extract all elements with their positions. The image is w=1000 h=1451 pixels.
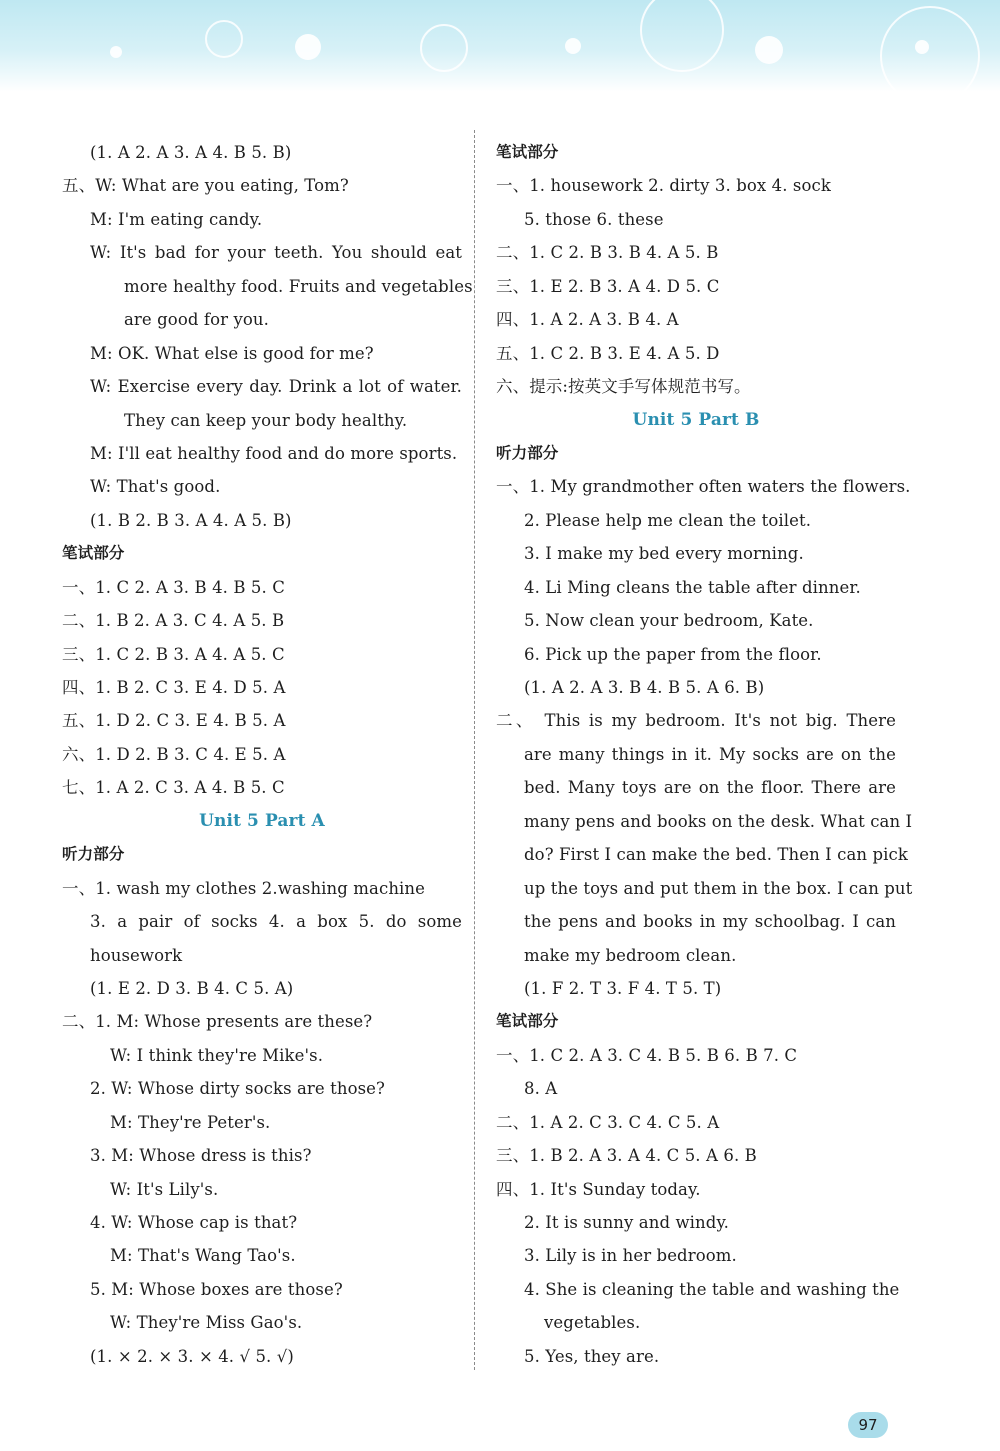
answer-line: W: It's bad for your teeth. You should eat xyxy=(90,243,462,263)
answer-line: 二、1. M: Whose presents are these? xyxy=(62,1012,373,1032)
answer-line: 一、1. housework 2. dirty 3. box 4. sock xyxy=(496,176,831,196)
left-column xyxy=(62,136,473,1373)
decorative-dot xyxy=(110,46,122,58)
answer-line: make my bedroom clean. xyxy=(524,945,737,965)
answer-line: housework xyxy=(90,945,183,965)
decorative-bubble xyxy=(640,0,724,72)
answer-line: W: It's Lily's. xyxy=(110,1179,219,1199)
answer-line: 2. It is sunny and windy. xyxy=(524,1213,730,1232)
answer-line: (1. A 2. A 3. A 4. B 5. B) xyxy=(90,143,292,162)
answer-line: are good for you. xyxy=(124,310,269,330)
section-heading: 笔试部分 xyxy=(496,1012,559,1031)
right-column xyxy=(496,136,913,1373)
answer-line: 3. I make my bed every morning. xyxy=(524,544,804,564)
column-divider xyxy=(474,130,475,1370)
answer-line: 四、1. It's Sunday today. xyxy=(496,1179,701,1199)
answer-line: W: They're Miss Gao's. xyxy=(110,1313,303,1333)
answer-line: do? First I can make the bed. Then I can pick xyxy=(524,845,908,865)
answer-line: W: I think they're Mike's. xyxy=(110,1045,324,1065)
decorative-bubble xyxy=(205,20,243,58)
decorative-bubble xyxy=(880,6,980,92)
decorative-bubble xyxy=(420,24,468,72)
answer-line: are many things in it. My socks are on the xyxy=(524,744,896,764)
answer-line: 五、1. D 2. C 3. E 4. B 5. A xyxy=(62,711,286,731)
answer-line: 七、1. A 2. C 3. A 4. B 5. C xyxy=(62,778,285,798)
answer-line: They can keep your body healthy. xyxy=(124,410,408,430)
answer-line: 5. M: Whose boxes are those? xyxy=(90,1279,343,1299)
answer-line: (1. B 2. B 3. A 4. A 5. B) xyxy=(90,510,292,530)
answer-line: 5. Now clean your bedroom, Kate. xyxy=(524,611,814,631)
answer-line: 四、1. B 2. C 3. E 4. D 5. A xyxy=(62,678,286,697)
answer-line: 4. W: Whose cap is that? xyxy=(90,1213,298,1232)
answer-line: 一、1. wash my clothes 2.washing machine xyxy=(62,878,426,898)
answer-line: more healthy food. Fruits and vegetables xyxy=(124,276,473,296)
answer-line: M: That's Wang Tao's. xyxy=(110,1246,296,1266)
answer-line: 6. Pick up the paper from the floor. xyxy=(524,644,822,664)
decorative-dot xyxy=(915,40,929,54)
section-heading: 笔试部分 xyxy=(62,544,125,563)
answer-line: 5. those 6. these xyxy=(524,209,664,229)
decorative-dot xyxy=(295,34,321,60)
decorative-dot xyxy=(565,38,581,54)
answer-line: W: Exercise every day. Drink a lot of water. xyxy=(90,377,462,397)
answer-line: the pens and books in my schoolbag. I can xyxy=(524,912,896,932)
answer-line: vegetables. xyxy=(544,1313,641,1333)
answer-line: M: They're Peter's. xyxy=(110,1112,271,1132)
answer-line: many pens and books on the desk. What can I xyxy=(524,811,913,831)
unit-heading: Unit 5 Part B xyxy=(632,409,760,430)
answer-line: 4. Li Ming cleans the table after dinner. xyxy=(524,577,861,597)
answer-line: 3. Lily is in her bedroom. xyxy=(524,1246,737,1266)
answer-line: 3. M: Whose dress is this? xyxy=(90,1146,312,1166)
answer-line: 六、1. D 2. B 3. C 4. E 5. A xyxy=(62,744,286,764)
answer-line: 8. A xyxy=(524,1079,558,1099)
answer-line: M: I'm eating candy. xyxy=(90,209,263,229)
answer-line: 3. a pair of socks 4. a box 5. do some xyxy=(90,912,462,932)
header-banner xyxy=(0,0,1000,92)
answer-line: 一、1. My grandmother often waters the flowers. xyxy=(496,477,911,497)
answer-line: 六、提示:按英文手写体规范书写。 xyxy=(496,377,751,397)
answer-line: M: I'll eat healthy food and do more sports. xyxy=(90,443,458,463)
answer-line: 一、1. C 2. A 3. C 4. B 5. B 6. B 7. C xyxy=(496,1045,798,1065)
answer-line: 2. W: Whose dirty socks are those? xyxy=(90,1079,385,1099)
answer-line: 一、1. C 2. A 3. B 4. B 5. C xyxy=(62,577,285,597)
answer-line: (1. E 2. D 3. B 4. C 5. A) xyxy=(90,978,294,998)
answer-line: (1. F 2. T 3. F 4. T 5. T) xyxy=(524,978,722,998)
section-heading: 听力部分 xyxy=(62,845,125,864)
answer-line: bed. Many toys are on the floor. There are xyxy=(524,778,896,798)
answer-line: 三、1. E 2. B 3. A 4. D 5. C xyxy=(496,276,720,296)
answer-line: 五、W: What are you eating, Tom? xyxy=(62,176,349,196)
answer-line: 4. She is cleaning the table and washing the xyxy=(524,1279,900,1299)
answer-line: 五、1. C 2. B 3. E 4. A 5. D xyxy=(496,343,720,363)
answer-line: M: OK. What else is good for me? xyxy=(90,343,374,363)
answer-line: (1. × 2. × 3. × 4. √ 5. √) xyxy=(90,1346,294,1366)
unit-heading: Unit 5 Part A xyxy=(199,810,325,831)
answer-line: up the toys and put them in the box. I can put xyxy=(524,878,913,898)
section-heading: 笔试部分 xyxy=(496,143,559,161)
answer-line: 二、1. B 2. A 3. C 4. A 5. B xyxy=(62,611,285,631)
decorative-dot xyxy=(755,36,783,64)
answer-line: (1. A 2. A 3. B 4. B 5. A 6. B) xyxy=(524,678,765,697)
answer-line: 三、1. B 2. A 3. A 4. C 5. A 6. B xyxy=(496,1146,757,1166)
page-number: 97 xyxy=(848,1412,888,1438)
answer-line: 2. Please help me clean the toilet. xyxy=(524,510,812,530)
answer-line: 四、1. A 2. A 3. B 4. A xyxy=(496,310,679,330)
answer-line: 二、 This is my bedroom. It's not big. There xyxy=(496,711,896,731)
answer-line: W: That's good. xyxy=(90,477,221,497)
answer-line: 5. Yes, they are. xyxy=(524,1346,660,1366)
answer-line: 三、1. C 2. B 3. A 4. A 5. C xyxy=(62,644,285,664)
answer-line: 二、1. C 2. B 3. B 4. A 5. B xyxy=(496,243,719,263)
section-heading: 听力部分 xyxy=(496,443,559,462)
answer-line: 二、1. A 2. C 3. C 4. C 5. A xyxy=(496,1112,720,1132)
